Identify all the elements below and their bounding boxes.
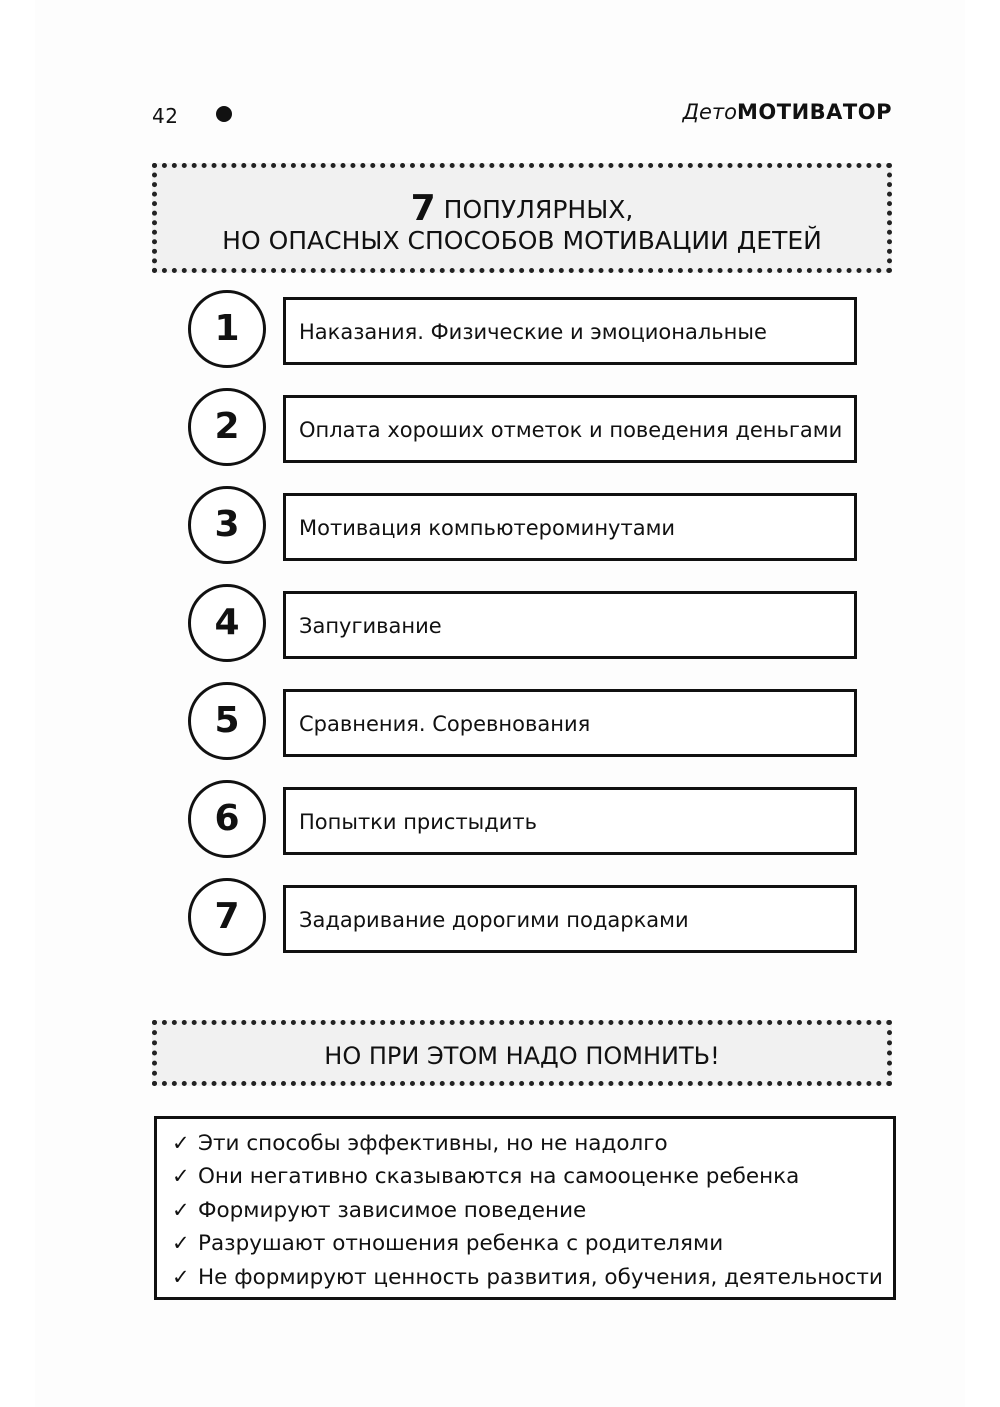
page-number: 42 bbox=[152, 104, 179, 128]
method-text: Запугивание bbox=[283, 591, 857, 659]
checklist-item bbox=[172, 1127, 893, 1160]
book-title bbox=[683, 100, 892, 124]
method-number-circle: 7 bbox=[188, 878, 266, 956]
method-item bbox=[188, 682, 860, 766]
method-text: Наказания. Физические и эмоциональные bbox=[283, 297, 857, 365]
method-number-circle: 4 bbox=[188, 584, 266, 662]
checklist-item-text: Формируют зависимое поведение bbox=[198, 1197, 587, 1223]
method-number-circle: 6 bbox=[188, 780, 266, 858]
checklist-item-text: Не формируют ценность развития, обучения, деятельности bbox=[198, 1264, 883, 1290]
method-number-circle: 1 bbox=[188, 290, 266, 368]
header-bullet-icon bbox=[216, 106, 232, 122]
checklist-item-text: Разрушают отношения ребенка с родителями bbox=[198, 1231, 724, 1257]
checklist-item bbox=[172, 1261, 893, 1294]
checkmark-icon: ✓ bbox=[172, 1164, 190, 1189]
checklist-item-text: Они негативно сказываются на самооценке ребенка bbox=[198, 1164, 800, 1190]
method-text: Задаривание дорогими подарками bbox=[283, 885, 857, 953]
section-title-box bbox=[152, 163, 892, 273]
checkmark-icon: ✓ bbox=[172, 1131, 190, 1155]
method-item bbox=[188, 290, 860, 374]
checklist-item bbox=[172, 1194, 893, 1227]
method-item bbox=[188, 388, 860, 472]
checkmark-icon: ✓ bbox=[172, 1231, 190, 1256]
method-item bbox=[188, 584, 860, 668]
book-title-prefix: Дето bbox=[682, 100, 738, 124]
reminder-checklist bbox=[154, 1116, 896, 1300]
method-item bbox=[188, 486, 860, 570]
checklist-item bbox=[172, 1227, 893, 1260]
book-title-main: МОТИВАТОР bbox=[737, 100, 892, 124]
section-title-text1: ПОПУЛЯРНЫХ, bbox=[443, 195, 634, 224]
method-item bbox=[188, 878, 860, 962]
checklist-item-text: Эти способы эффективны, но не надолго bbox=[198, 1131, 668, 1156]
method-text: Сравнения. Соревнования bbox=[283, 689, 857, 757]
section-title-line1 bbox=[157, 188, 887, 229]
method-number-circle: 2 bbox=[188, 388, 266, 466]
method-item bbox=[188, 780, 860, 864]
section-title-line2: НО ОПАСНЫХ СПОСОБОВ МОТИВАЦИИ ДЕТЕЙ bbox=[222, 226, 822, 255]
method-text: Попытки пристыдить bbox=[283, 787, 857, 855]
checkmark-icon: ✓ bbox=[172, 1197, 190, 1222]
method-text: Мотивация компьютероминутами bbox=[283, 493, 857, 561]
checklist-item bbox=[172, 1160, 893, 1193]
checkmark-icon: ✓ bbox=[172, 1264, 190, 1289]
method-number-circle: 5 bbox=[188, 682, 266, 760]
reminder-heading-box bbox=[152, 1020, 892, 1086]
method-text: Оплата хороших отметок и поведения деньгами bbox=[283, 395, 857, 463]
section-title-number: 7 bbox=[410, 188, 436, 229]
method-number-circle: 3 bbox=[188, 486, 266, 564]
reminder-heading: НО ПРИ ЭТОМ НАДО ПОМНИТЬ! bbox=[324, 1042, 720, 1070]
